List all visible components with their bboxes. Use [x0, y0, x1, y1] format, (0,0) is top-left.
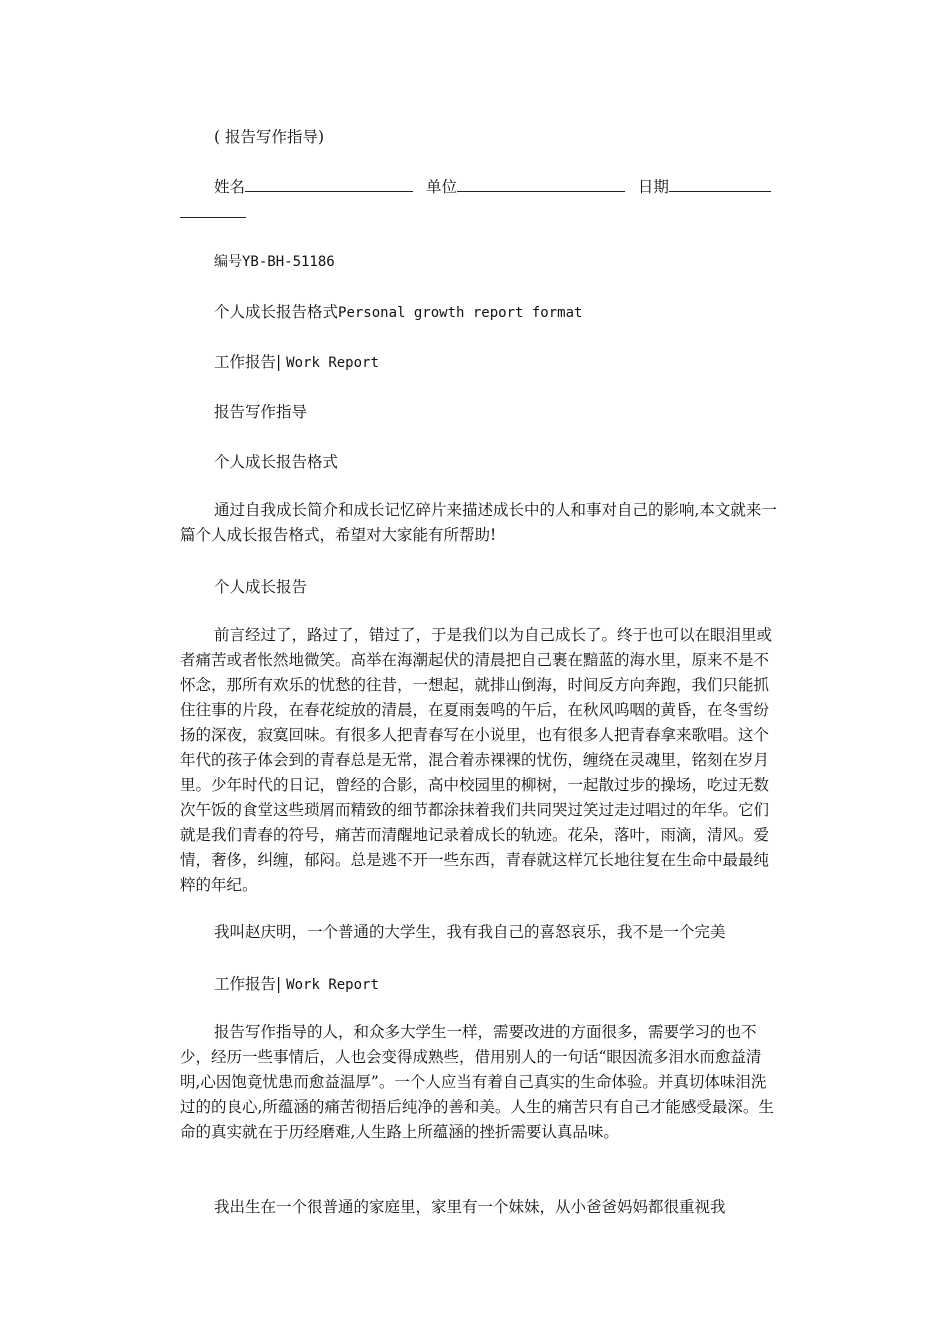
category-en: Work Report	[286, 355, 379, 371]
intro-paragraph: 通过自我成长简介和成长记忆碎片来描述成长中的人和事对自己的影响,本文就来一篇个人成长报告格式，希望对大家能有所帮助!	[180, 501, 777, 544]
preface-paragraph: 前言经过了，路过了，错过了，于是我们以为自己成长了。终于也可以在眼泪里或者痛苦或者怅然地微笑。高举在海潮起伏的清晨把自己裹在黯蓝的海水里，原来不是不怀念，那所有欢乐的忧愁的往昔，一想起，就排山倒海，时间反方向奔跑，我们只能抓住往事的片段，在春花绽放的清晨，在夏雨轰鸣的午后，在秋风呜咽的黄昏，在冬雪纷扬的深夜，寂寞回味。有很多人把青春写在小说里，也有很多人把青春拿来歌唱。这个年代的孩子体会到的青春总是无常，混合着赤裸裸的忧伤，缠绕在灵魂里，铭刻在岁月里。少年时代的日记，曾经的合影，高中校园里的柳树，一起散过步的操场，吃过无数次午饭的食堂这些琐屑而精致的细节都涂抹着我们共同哭过笑过走过唱过的年华。它们就是我们青春的符号，痛苦而清醒地记录着成长的轨迹。花朵，落叶，雨滴，清风。爱情，奢侈，纠缠，郁闷。总是逃不开一些东西，青春就这样冗长地往复在生命中最最纯粹的年纪。	[180, 626, 773, 894]
title-cn: 个人成长报告格式	[214, 303, 339, 321]
date-label: 日期	[637, 178, 669, 196]
name-field[interactable]	[245, 177, 413, 192]
guide-label: ( 报告写作指导)	[214, 128, 325, 146]
document-number: 编号YB-BH-51186	[214, 254, 335, 270]
unit-label: 单位	[425, 178, 457, 196]
title-en: Personal growth report format	[338, 305, 583, 321]
form-fields-row	[214, 177, 950, 197]
report-title: 个人成长报告	[214, 578, 308, 596]
growth-paragraph: 报告写作指导的人，和众多大学生一样，需要改进的方面很多，需要学习的也不少，经历一些事情后，人也会变得成熟些，借用别人的一句话“眼因流多泪水而愈益清明,心因饱竟忧患而愈益温厚”。一个人应当有着自己真实的生命体验。并真切体味泪洗过的的良心,所蕴涵的痛苦彻捂后纯净的善和美。人生的痛苦只有自己才能感受最深。生命的真实就在于历经磨难,人生路上所蕴涵的挫折需要认真品味。	[180, 1023, 774, 1141]
subtitle: 个人成长报告格式	[214, 453, 339, 471]
category-cn: 工作报告|	[214, 353, 282, 371]
family-paragraph: 我出生在一个很普通的家庭里，家里有一个妹妹，从小爸爸妈妈都很重视我	[214, 1198, 726, 1216]
document-category	[214, 352, 950, 373]
name-label: 姓名	[214, 178, 246, 196]
unit-field[interactable]	[457, 177, 625, 192]
guide-heading: 报告写作指导	[214, 403, 308, 421]
date-field[interactable]	[669, 177, 771, 192]
footer-category-cn: 工作报告|	[214, 975, 282, 993]
footer-category-en: Work Report	[286, 977, 379, 993]
footer-category	[214, 974, 950, 995]
date-field-continuation[interactable]	[180, 203, 246, 218]
self-intro-paragraph: 我叫赵庆明，一个普通的大学生，我有我自己的喜怒哀乐，我不是一个完美	[214, 923, 726, 941]
document-title	[214, 302, 950, 323]
